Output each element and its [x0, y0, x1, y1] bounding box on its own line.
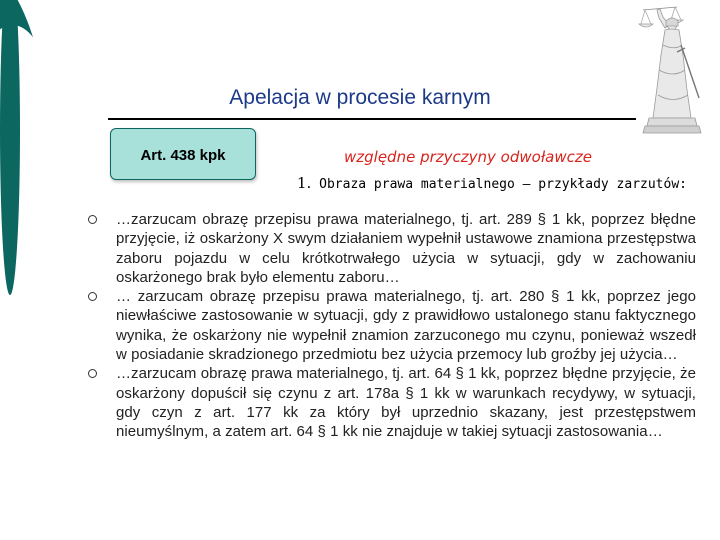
list-item: [88, 210, 696, 287]
title-divider: [108, 118, 636, 120]
hollow-circle-bullet-icon: [88, 369, 97, 378]
list-item: [88, 287, 696, 364]
list-item-text: …zarzucam obrazę przepisu prawa materialnego, tj. art. 289 § 1 kk, poprzez błędne przyjęcie, iż oskarżony X swym działaniem wypełnił ustawowe znamiona przestępstwa zaboru pojazdu w celu krótkotrwałego użycia w sytuacji, gdy w zachowaniu oskarżonego brak było elementu zaboru…: [116, 211, 696, 286]
page-title: Apelacja w procesie karnym: [229, 86, 491, 109]
list-heading-number: 1.: [297, 174, 312, 192]
list-item: [88, 364, 696, 441]
objection-examples-list: [88, 210, 696, 442]
article-reference-label: Art. 438 kpk: [140, 147, 226, 164]
hollow-circle-bullet-icon: [88, 215, 97, 224]
section-subtitle: względne przyczyny odwoławcze: [344, 148, 592, 166]
list-heading: [297, 174, 687, 192]
list-item-text: …zarzucam obrazę prawa materialnego, tj. art. 64 § 1 kk, poprzez błędne przyjęcie, że oskarżony dopuścił się czynu z art. 178a § 1 kk w warunkach recydywy, w sytuacji, gdy czyn z art. 177 kk za który był uprzednio skazany, jest przestępstwem nieumyślnym, a zatem art. 64 § 1 kk nie znajduje w takiej sytuacji zastosowania…: [116, 365, 696, 441]
list-item-text: … zarzucam obrazę przepisu prawa materialnego, tj. art. 280 § 1 kk, poprzez jego niewłaściwe zastosowanie w sytuacji, gdy z prawidłowo ustalonego stanu faktycznego wynika, że oskarżony nie wypełnił znamion zarzuconego mu czynu, ponieważ wszedł w posiadanie skradzionego przedmiotu bez użycia przemocy lub groźby jej użycia…: [116, 288, 696, 364]
justice-statue-icon: [625, 0, 710, 135]
hollow-circle-bullet-icon: [88, 292, 97, 301]
list-heading-text: Obraza prawa materialnego – przykłady zarzutów:: [319, 177, 687, 192]
article-reference-box: [110, 128, 256, 180]
